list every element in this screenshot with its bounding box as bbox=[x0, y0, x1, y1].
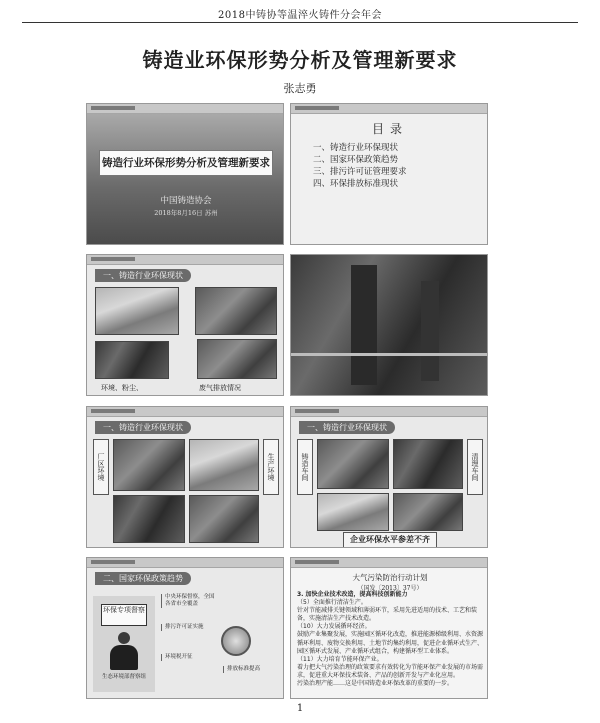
plan-paragraph: 鼓励产业集聚发展，实施园区循环化改造，推进能源梯级利用、水资源循环利用、废物交换利用、土地节约集约利用，促进企业循环式生产、园区循环式发展、产业循环式组合，构建循环型工业体系。 bbox=[297, 631, 484, 655]
policy-note: 排污许可证实施 bbox=[161, 624, 217, 631]
photo bbox=[393, 493, 463, 531]
header-rule bbox=[22, 22, 578, 23]
slide-topbar bbox=[291, 407, 487, 417]
photo bbox=[189, 439, 259, 491]
plan-paragraph: （10）大力发展循环经济。 bbox=[297, 623, 371, 631]
slide-status-photos bbox=[86, 254, 284, 396]
slide-topbar bbox=[291, 558, 487, 568]
policy-box-title: 环保专项督察 bbox=[101, 604, 147, 626]
side-label: 清理车间 bbox=[467, 439, 483, 495]
side-label: 生产环境 bbox=[263, 439, 279, 495]
slide-status-comparison bbox=[290, 406, 488, 548]
slide-status-labeled bbox=[86, 406, 284, 548]
official-figure bbox=[107, 632, 141, 670]
figure-caption: 生态环境部督察组 bbox=[101, 674, 146, 680]
slide-factory-photo bbox=[290, 254, 488, 396]
photo-railing bbox=[291, 353, 488, 356]
photo-structure bbox=[421, 281, 439, 381]
section-tab: 二、国家环保政策趋势 bbox=[95, 572, 191, 585]
policy-note: 排放标准提高 bbox=[223, 666, 283, 673]
contents-item: 二、国家环保政策趋势 bbox=[313, 155, 399, 165]
plan-paragraph: （5）全面推行清洁生产。 bbox=[297, 599, 367, 607]
photo-structure bbox=[351, 265, 377, 385]
photo bbox=[197, 339, 277, 379]
slide-topbar bbox=[87, 407, 283, 417]
plan-paragraph: 3. 加快企业技术改造，提高科技创新能力 bbox=[297, 591, 408, 598]
photo bbox=[113, 439, 185, 491]
plan-paragraph: （11）大力培育节能环保产业。 bbox=[297, 655, 383, 663]
article-title: 铸造业环保形势分析及管理新要求 bbox=[142, 48, 458, 72]
photo bbox=[113, 495, 185, 543]
contents-item: 四、环保排放标准现状 bbox=[313, 179, 399, 189]
cover-org: 中国铸造协会 bbox=[160, 196, 212, 206]
plan-title: 大气污染防治行动计划 bbox=[352, 573, 428, 582]
plan-body bbox=[297, 591, 483, 688]
photo bbox=[189, 495, 259, 543]
side-label: 厂区环境 bbox=[93, 439, 109, 495]
slide-topbar bbox=[87, 104, 283, 114]
figure-head bbox=[118, 632, 130, 644]
factory-photo bbox=[291, 255, 488, 396]
slide-action-plan bbox=[290, 557, 488, 699]
slide-topbar bbox=[87, 558, 283, 568]
section-tab: 一、铸造行业环保现状 bbox=[299, 421, 395, 434]
policy-note: 环境税开征 bbox=[161, 654, 217, 661]
slide-topbar bbox=[87, 255, 283, 265]
photo-caption: 废气排放情况 bbox=[199, 384, 241, 392]
slide-topbar bbox=[291, 104, 487, 114]
photo-caption: 环境、粉尘、 bbox=[101, 384, 143, 392]
photo bbox=[393, 439, 463, 489]
slide-banner: 企业环保水平参差不齐 bbox=[343, 532, 437, 548]
figure-torso bbox=[110, 645, 138, 670]
policy-note: 中央环保督察，全国各省市全覆盖 bbox=[161, 594, 217, 608]
cover-date: 2018年8月16日 苏州 bbox=[154, 209, 218, 217]
photo bbox=[95, 287, 179, 335]
section-tab: 一、铸造行业环保现状 bbox=[95, 421, 191, 434]
contents-item: 一、铸造行业环保现状 bbox=[313, 143, 399, 153]
photo bbox=[195, 287, 277, 335]
photo bbox=[95, 341, 169, 379]
slide-policy bbox=[86, 557, 284, 699]
slide-contents bbox=[290, 103, 488, 245]
side-label: 铸造车间 bbox=[297, 439, 313, 495]
photo bbox=[317, 493, 389, 531]
contents-item: 三、排污许可证管理要求 bbox=[313, 167, 407, 177]
plan-paragraph: 针对节能减排关键领域和薄弱环节，采用先进适用的技术、工艺和装备，实施清洁生产技术改造。 bbox=[297, 607, 478, 623]
contents-title: 目录 bbox=[371, 122, 408, 136]
section-tab: 一、铸造行业环保现状 bbox=[95, 269, 191, 282]
photo bbox=[317, 439, 389, 489]
slide-cover bbox=[86, 103, 284, 245]
cover-title: 铸造行业环保形势分析及管理新要求 bbox=[99, 150, 273, 176]
plan-paragraph: 污染治理产能……这是中国铸造业环保改革的重要的一步。 bbox=[297, 680, 454, 688]
running-header: 2018中铸协等温淬火铸件分会年会 bbox=[218, 10, 382, 21]
cover-background bbox=[87, 114, 284, 245]
author-name: 张志勇 bbox=[283, 82, 317, 95]
plan-paragraph: 着力把大气污染治理的政策要求有效转化为节能环保产业发展的市场需求，促进重大环保技术装备、产品的创新开发与产业化应用。 bbox=[297, 663, 484, 679]
emblem-icon bbox=[221, 626, 251, 656]
plan-subtitle: （国发〔2013〕37号） bbox=[357, 585, 423, 592]
page-number: 1 bbox=[296, 703, 304, 714]
contents-list bbox=[313, 142, 407, 190]
